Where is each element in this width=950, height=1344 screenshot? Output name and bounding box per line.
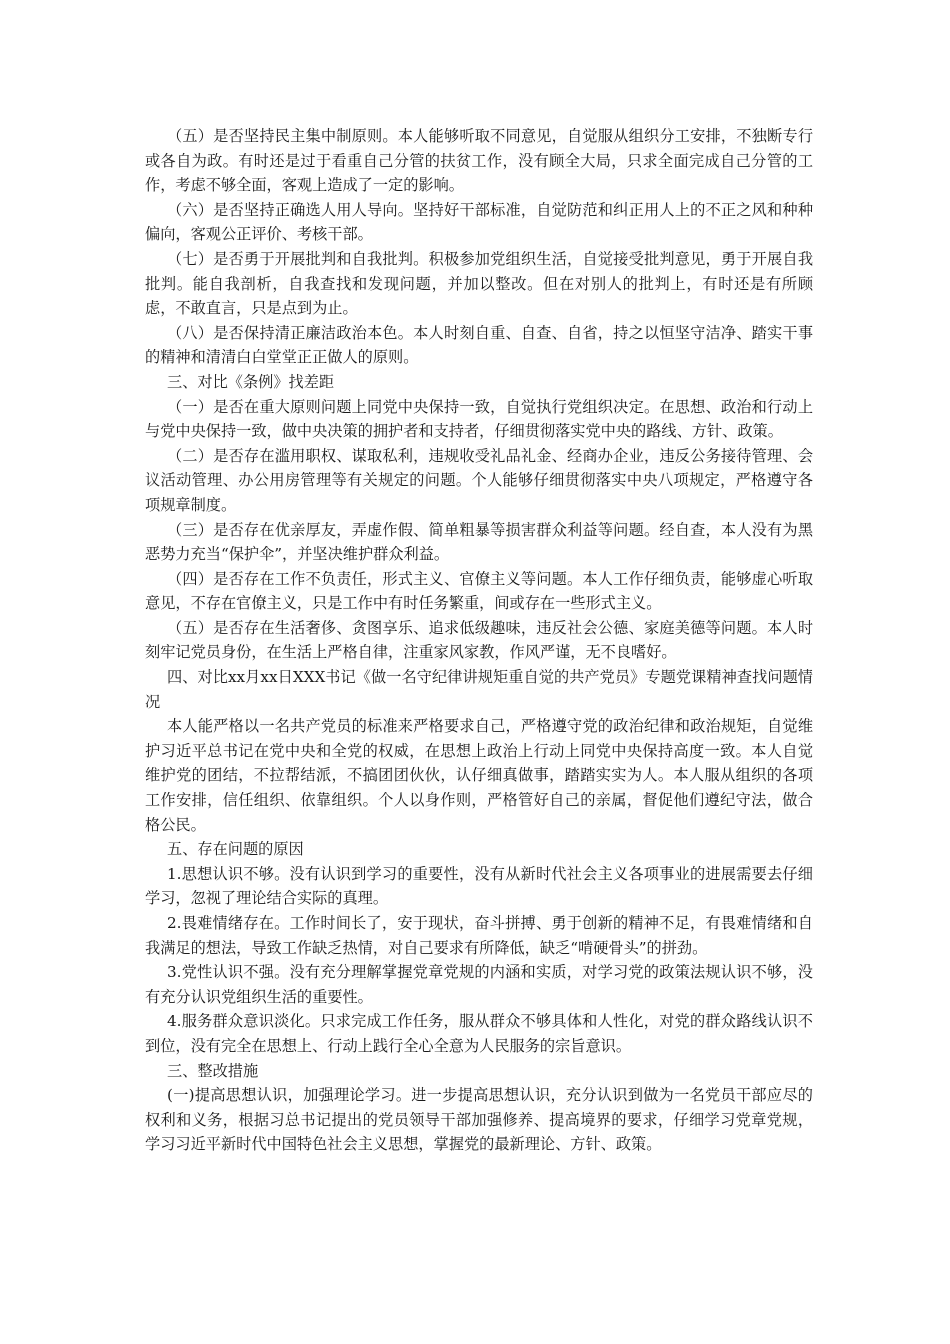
paragraph-8-integrity: （八）是否保持清正廉洁政治本色。本人时刻自重、自查、自省，持之以恒坚守洁净、踏实干事的精神和清清白白堂堂正正做人的原则。 bbox=[145, 323, 813, 367]
paragraph-5-lifestyle: （五）是否存在生活奢侈、贪图享乐、追求低级趣味，违反社会公德、家庭美德等问题。本人时刻牢记党员身份，在生活上严格自律，注重家风家教，作风严谨，无不良嗜好。 bbox=[145, 618, 813, 662]
section-heading-regulations: 三、对比《条例》找差距 bbox=[167, 372, 335, 391]
section-heading-causes: 五、存在问题的原因 bbox=[167, 840, 304, 859]
paragraph-6-personnel-selection: （六）是否坚持正确选人用人导向。坚持好干部标准，自觉防范和纠正用人上的不正之风和种种偏向，客观公正评价、考核干部。 bbox=[145, 200, 813, 244]
document-body bbox=[145, 124, 813, 1157]
paragraph-cause-3: 3.党性认识不强。没有充分理解掌握党章党规的内涵和实质，对学习党的政策法规认识不够，没有充分认识党组织生活的重要性。 bbox=[145, 963, 813, 1006]
paragraph-self-assessment: 本人能严格以一名共产党员的标准来严格要求自己，严格遵守党的政治纪律和政治规矩，自觉维护习近平总书记在党中央和全党的权威，在思想上政治上行动上同党中央保持高度一致。本人自觉维护党的团结，不拉帮结派，不搞团团伙伙，认仔细真做事，踏踏实实为人。本人服从组织的各项工作安排，信任组织、依靠组织。个人以身作则，严格管好自己的亲属，督促他们遵纪守法，做合格公民。 bbox=[145, 717, 813, 834]
paragraph-3-favoritism: （三）是否存在优亲厚友，弄虚作假、简单粗暴等损害群众利益等问题。经自查，本人没有为黑恶势力充当“保护伞”，并坚决维护群众利益。 bbox=[145, 520, 813, 564]
paragraph-rectification-1: (一)提高思想认识，加强理论学习。进一步提高思想认识，充分认识到做为一名党员干部应尽的权利和义务，根据习总书记提出的党员领导干部加强修养、提高境界的要求，仔细学习党章党规，学习习近平新时代中国特色社会主义思想，掌握党的最新理论、方针、政策。 bbox=[145, 1086, 813, 1154]
paragraph-1-central-alignment: （一）是否在重大原则问题上同党中央保持一致，自觉执行党组织决定。在思想、政治和行动上与党中央保持一致，做中央决策的拥护者和支持者，仔细贯彻落实党中央的路线、方针、政策。 bbox=[145, 397, 813, 441]
section-heading-party-lecture: 四、对比xx月xx日XXX书记《做一名守纪律讲规矩重自觉的共产党员》专题党课精神查找问题情况 bbox=[145, 668, 813, 711]
paragraph-5-democratic-centralism: （五）是否坚持民主集中制原则。本人能够听取不同意见，自觉服从组织分工安排，不独断专行或各自为政。有时还是过于看重自己分管的扶贫工作，没有顾全大局，只求全面完成自己分管的工作，考虑不够全面，客观上造成了一定的影响。 bbox=[145, 127, 813, 195]
paragraph-7-criticism: （七）是否勇于开展批判和自我批判。积极参加党组织生活，自觉接受批判意见，勇于开展自我批判。能自我剖析，自我查找和发现问题，并加以整改。但在对别人的批判上，有时还是有所顾虑，不敢直言，只是点到为止。 bbox=[145, 249, 813, 318]
section-heading-rectification: 三、整改措施 bbox=[167, 1061, 259, 1080]
paragraph-2-abuse-of-power: （二）是否存在滥用职权、谋取私利，违规收受礼品礼金、经商办企业，违反公务接待管理、会议活动管理、办公用房管理等有关规定的问题。个人能够仔细贯彻落实中央八项规定，严格遵守各项规章制度。 bbox=[145, 446, 813, 514]
paragraph-cause-4: 4.服务群众意识淡化。只求完成工作任务，服从群众不够具体和人性化，对党的群众路线认识不到位，没有完全在思想上、行动上践行全心全意为人民服务的宗旨意识。 bbox=[145, 1012, 813, 1055]
paragraph-cause-1: 1.思想认识不够。没有认识到学习的重要性，没有从新时代社会主义各项事业的进展需要去仔细学习，忽视了理论结合实际的真理。 bbox=[145, 864, 813, 908]
paragraph-cause-2: 2.畏难情绪存在。工作时间长了，安于现状，奋斗拼搏、勇于创新的精神不足，有畏难情绪和自我满足的想法，导致工作缺乏热情，对自己要求有所降低，缺乏“啃硬骨头”的拼劲。 bbox=[145, 914, 813, 957]
paragraph-4-formalism: （四）是否存在工作不负责任，形式主义、官僚主义等问题。本人工作仔细负责，能够虚心听取意见，不存在官僚主义，只是工作中有时任务繁重，间或存在一些形式主义。 bbox=[145, 569, 813, 613]
